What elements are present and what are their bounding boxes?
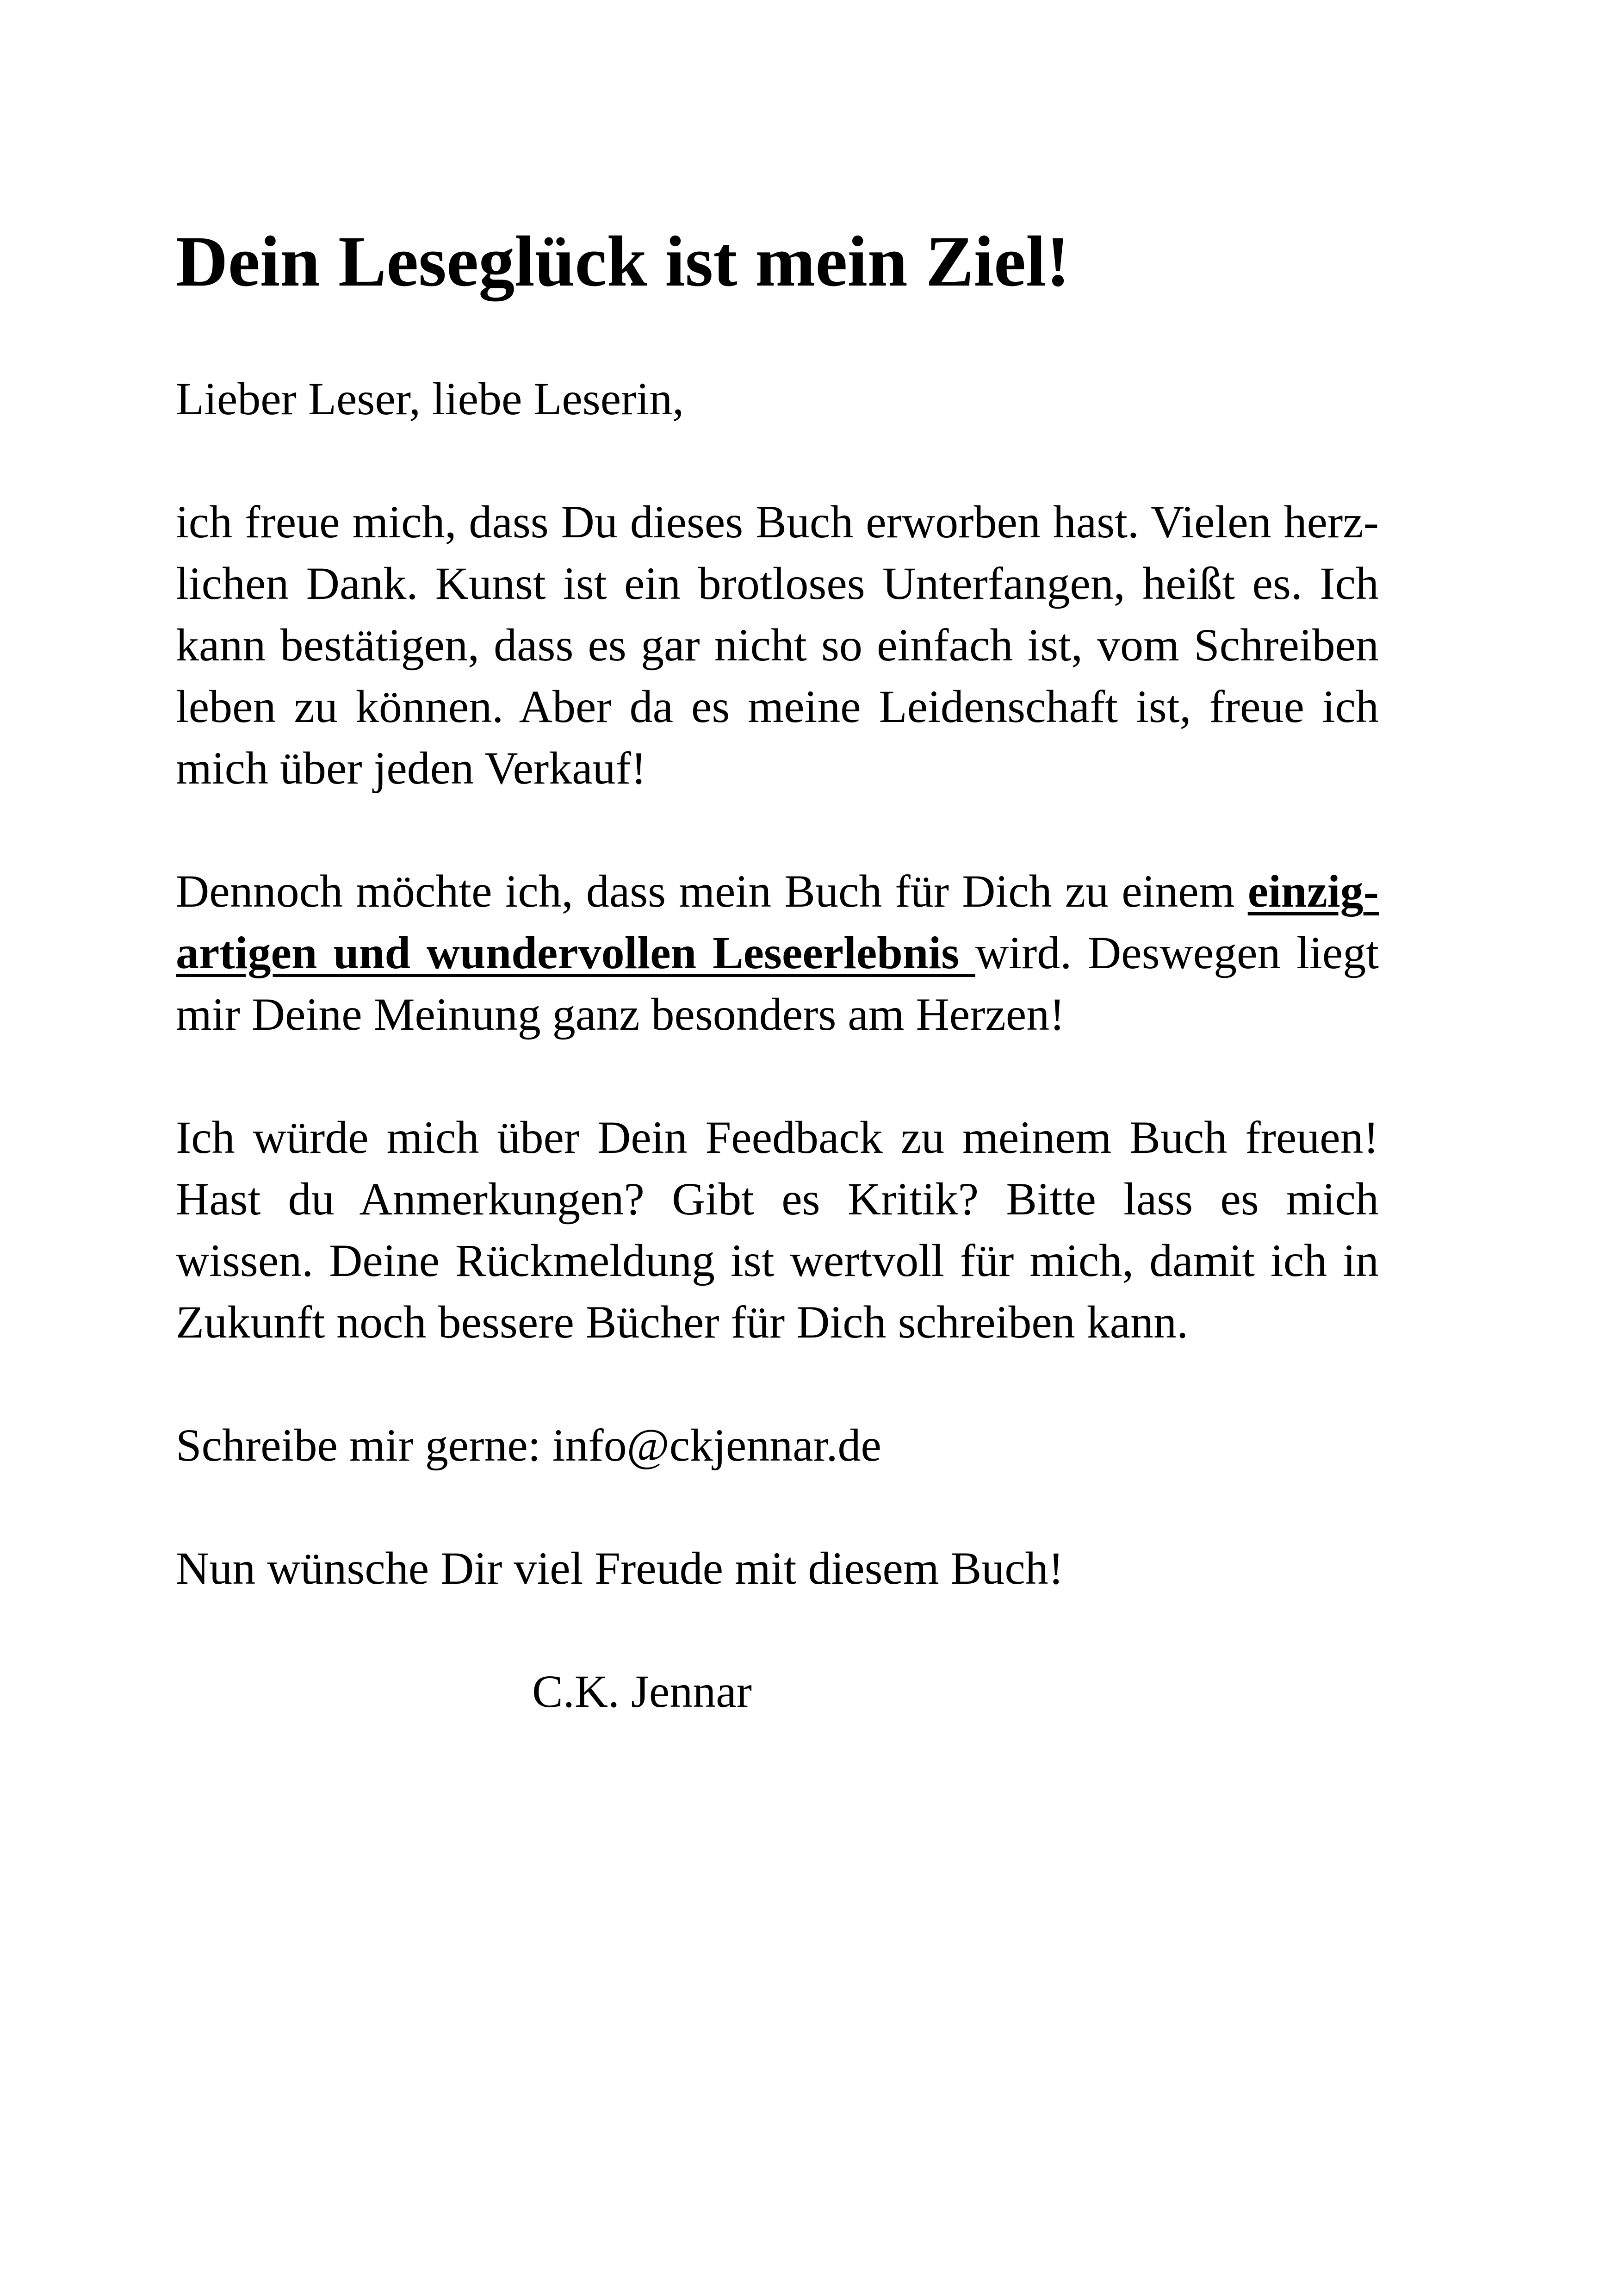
paragraph-thanks: ich freue mich, dass Du dieses Buch erworben hast. Vielen herzlichen Dank. Kunst ist ein brotloses Unterfangen, heißt es. Ich kann bestätigen, dass es gar nicht so einfach ist, vom Schreiben leben zu können. Aber da es meine Leidenschaft ist, freue ich mich über jeden Verkauf! <box>176 496 1379 794</box>
emphasized-phrase: einzigartigen und wundervollen Leseerlebnis <box>176 865 1379 978</box>
paragraph-wish <box>176 860 1379 1045</box>
page-title: Dein Leseglück ist mein Ziel! <box>176 221 1070 301</box>
contact-line: Schreibe mir gerne: info@ckjennar.de <box>176 1419 881 1471</box>
closing-line: Nun wünsche Dir viel Freude mit diesem Buch! <box>176 1543 1064 1594</box>
paragraph-wish-end: wird. Deswegen liegt mir Deine Meinung ganz besonders am Herzen! <box>176 927 1379 1040</box>
letter-body <box>176 213 1379 1722</box>
paragraph-feedback: Ich würde mich über Dein Feedback zu meinem Buch freuen! Hast du Anmerkungen? Gibt es Kritik? Bitte lass es mich wissen. Deine Rückmeldung ist wertvoll für mich, damit ich in Zukunft noch bessere Bücher für Dich schreiben kann. <box>176 1112 1379 1348</box>
salutation: Lieber Leser, liebe Leserin, <box>176 373 684 424</box>
author-signature: C.K. Jennar <box>532 1666 752 1717</box>
paragraph-wish-start: Dennoch möchte ich, dass mein Buch für Dich zu einem <box>176 865 1248 917</box>
